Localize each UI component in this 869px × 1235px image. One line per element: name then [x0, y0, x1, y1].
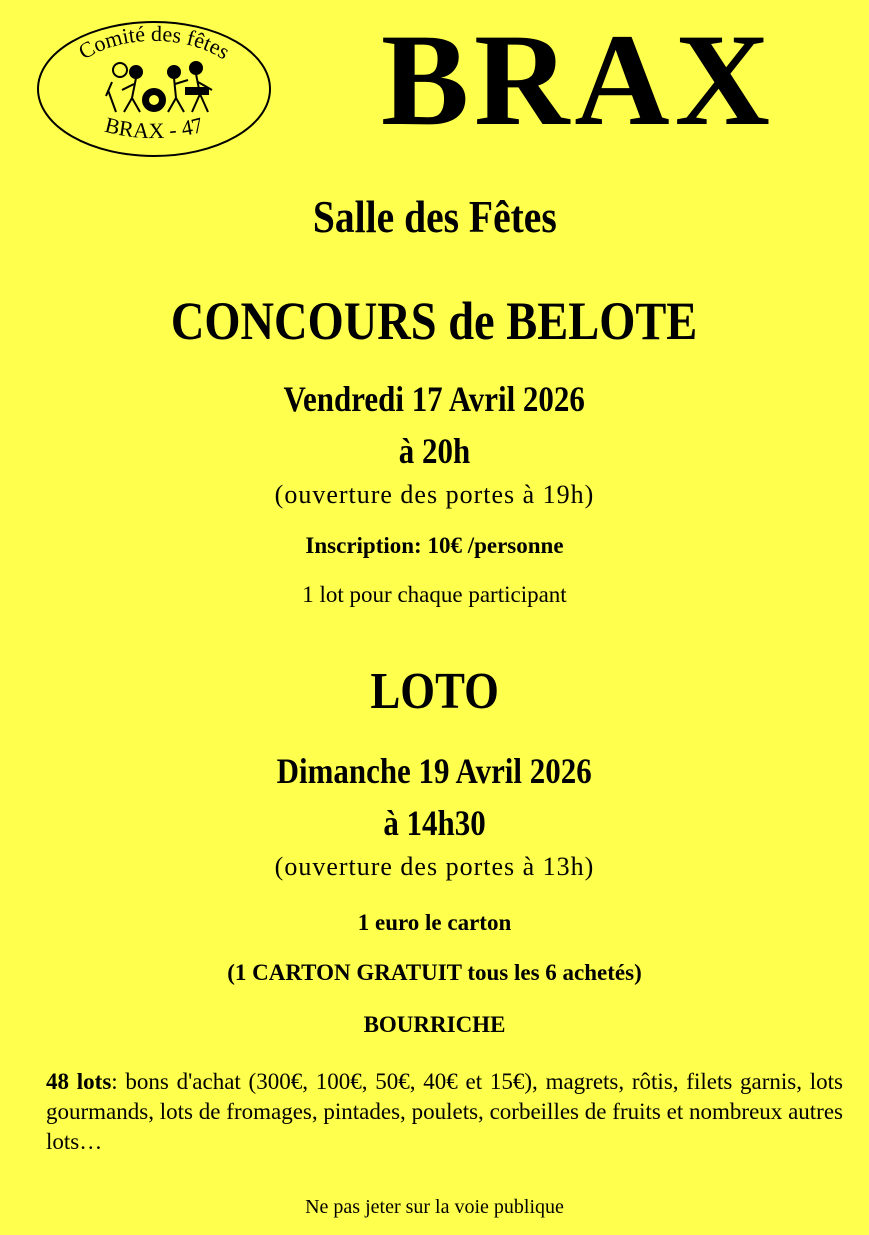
loto-prizes-description — [46, 1067, 843, 1157]
loto-bourriche: BOURRICHE — [363, 1012, 506, 1037]
prizes-list: : bons d'achat (300€, 100€, 50€, 40€ et 15€), magrets, rôtis, filets garnis, lots gourmands, lots de fromages, pintades, poulets, corbeilles de fruits et nombreux autres lots… — [46, 1069, 843, 1154]
belote-title — [0, 290, 869, 352]
comite-des-fetes-logo — [36, 20, 272, 158]
belote-doors-opening: (ouverture des portes à 19h) — [274, 480, 595, 509]
loto-card-price: 1 euro le carton — [357, 910, 512, 935]
prizes-count: 48 lots — [46, 1069, 112, 1094]
belote-date — [0, 378, 869, 420]
logo-bottom-text: BRAX - 47 — [102, 111, 206, 144]
loto-title-text: LOTO — [370, 663, 499, 720]
venue-title — [0, 190, 869, 243]
loto-time — [0, 802, 869, 844]
belote-time — [0, 430, 869, 472]
loto-doors-opening: (ouverture des portes à 13h) — [274, 852, 595, 881]
belote-time-text: à 20h — [398, 431, 471, 471]
footer-notice: Ne pas jeter sur la voie publique — [305, 1196, 564, 1218]
venue-text: Salle des Fêtes — [312, 191, 557, 242]
belote-date-text: Vendredi 17 Avril 2026 — [283, 379, 586, 419]
belote-registration-fee: Inscription: 10€ /personne — [305, 533, 564, 558]
logo-top-text: Comité des fêtes — [73, 20, 235, 65]
town-name: BRAX — [380, 6, 776, 153]
loto-time-text: à 14h30 — [383, 803, 486, 843]
belote-prize-note: 1 lot pour chaque participant — [302, 582, 567, 607]
loto-title — [0, 662, 869, 721]
loto-date — [0, 750, 869, 792]
loto-free-card-offer: (1 CARTON GRATUIT tous les 6 achetés) — [227, 960, 642, 985]
loto-date-text: Dimanche 19 Avril 2026 — [276, 751, 593, 791]
belote-title-text: CONCOURS de BELOTE — [171, 291, 698, 351]
